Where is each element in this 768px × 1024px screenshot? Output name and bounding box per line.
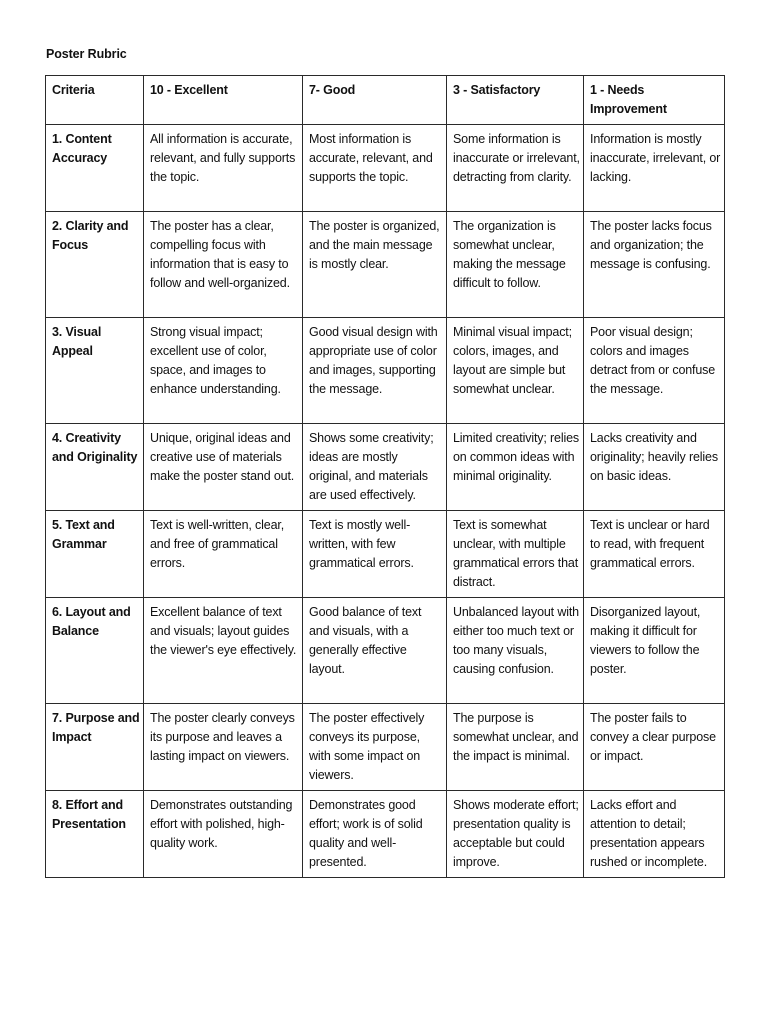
needs-improvement-cell: Disorganized layout, making it difficult for viewers to follow the poster. (584, 598, 725, 704)
header-criteria: Criteria (46, 76, 144, 125)
good-cell: Most information is accurate, relevant, and supports the topic. (303, 125, 447, 212)
table-header-row (46, 76, 725, 125)
table-row (46, 598, 725, 704)
needs-improvement-cell: Lacks effort and attention to detail; presentation appears rushed or incomplete. (584, 791, 725, 878)
satisfactory-cell: Some information is inaccurate or irrelevant, detracting from clarity. (447, 125, 584, 212)
good-cell: The poster is organized, and the main message is mostly clear. (303, 212, 447, 318)
table-row (46, 791, 725, 878)
good-cell: Good balance of text and visuals, with a generally effective layout. (303, 598, 447, 704)
criterion-cell: 3. Visual Appeal (46, 318, 144, 424)
table-row (46, 125, 725, 212)
satisfactory-cell: Unbalanced layout with either too much text or too many visuals, causing confusion. (447, 598, 584, 704)
good-cell: Text is mostly well-written, with few grammatical errors. (303, 511, 447, 598)
excellent-cell: All information is accurate, relevant, and fully supports the topic. (144, 125, 303, 212)
header-good: 7- Good (303, 76, 447, 125)
needs-improvement-cell: Lacks creativity and originality; heavily relies on basic ideas. (584, 424, 725, 511)
needs-improvement-cell: Information is mostly inaccurate, irrelevant, or lacking. (584, 125, 725, 212)
good-cell: Shows some creativity; ideas are mostly original, and materials are used effectively. (303, 424, 447, 511)
criterion-cell: 4. Creativity and Originality (46, 424, 144, 511)
table-row (46, 511, 725, 598)
criterion-cell: 2. Clarity and Focus (46, 212, 144, 318)
rubric-table (45, 75, 725, 878)
table-row (46, 424, 725, 511)
good-cell: Demonstrates good effort; work is of solid quality and well-presented. (303, 791, 447, 878)
header-satisfactory: 3 - Satisfactory (447, 76, 584, 125)
satisfactory-cell: Shows moderate effort; presentation quality is acceptable but could improve. (447, 791, 584, 878)
satisfactory-cell: Minimal visual impact; colors, images, and layout are simple but somewhat unclear. (447, 318, 584, 424)
document-title: Poster Rubric (46, 47, 127, 61)
excellent-cell: Excellent balance of text and visuals; layout guides the viewer's eye effectively. (144, 598, 303, 704)
needs-improvement-cell: Poor visual design; colors and images detract from or confuse the message. (584, 318, 725, 424)
criterion-cell: 5. Text and Grammar (46, 511, 144, 598)
needs-improvement-cell: Text is unclear or hard to read, with frequent grammatical errors. (584, 511, 725, 598)
criterion-cell: 7. Purpose and Impact (46, 704, 144, 791)
excellent-cell: The poster has a clear, compelling focus with information that is easy to follow and well-organized. (144, 212, 303, 318)
criterion-cell: 8. Effort and Presentation (46, 791, 144, 878)
table-row (46, 318, 725, 424)
excellent-cell: Strong visual impact; excellent use of color, space, and images to enhance understanding. (144, 318, 303, 424)
excellent-cell: Unique, original ideas and creative use of materials make the poster stand out. (144, 424, 303, 511)
header-excellent: 10 - Excellent (144, 76, 303, 125)
satisfactory-cell: The purpose is somewhat unclear, and the impact is minimal. (447, 704, 584, 791)
satisfactory-cell: The organization is somewhat unclear, making the message difficult to follow. (447, 212, 584, 318)
header-needs-improvement: 1 - Needs Improvement (584, 76, 725, 125)
needs-improvement-cell: The poster lacks focus and organization; the message is confusing. (584, 212, 725, 318)
table-row (46, 212, 725, 318)
criterion-cell: 6. Layout and Balance (46, 598, 144, 704)
excellent-cell: The poster clearly conveys its purpose and leaves a lasting impact on viewers. (144, 704, 303, 791)
needs-improvement-cell: The poster fails to convey a clear purpose or impact. (584, 704, 725, 791)
table-row (46, 704, 725, 791)
satisfactory-cell: Limited creativity; relies on common ideas with minimal originality. (447, 424, 584, 511)
satisfactory-cell: Text is somewhat unclear, with multiple grammatical errors that distract. (447, 511, 584, 598)
criterion-cell: 1. Content Accuracy (46, 125, 144, 212)
good-cell: Good visual design with appropriate use of color and images, supporting the message. (303, 318, 447, 424)
good-cell: The poster effectively conveys its purpose, with some impact on viewers. (303, 704, 447, 791)
excellent-cell: Demonstrates outstanding effort with polished, high-quality work. (144, 791, 303, 878)
excellent-cell: Text is well-written, clear, and free of grammatical errors. (144, 511, 303, 598)
